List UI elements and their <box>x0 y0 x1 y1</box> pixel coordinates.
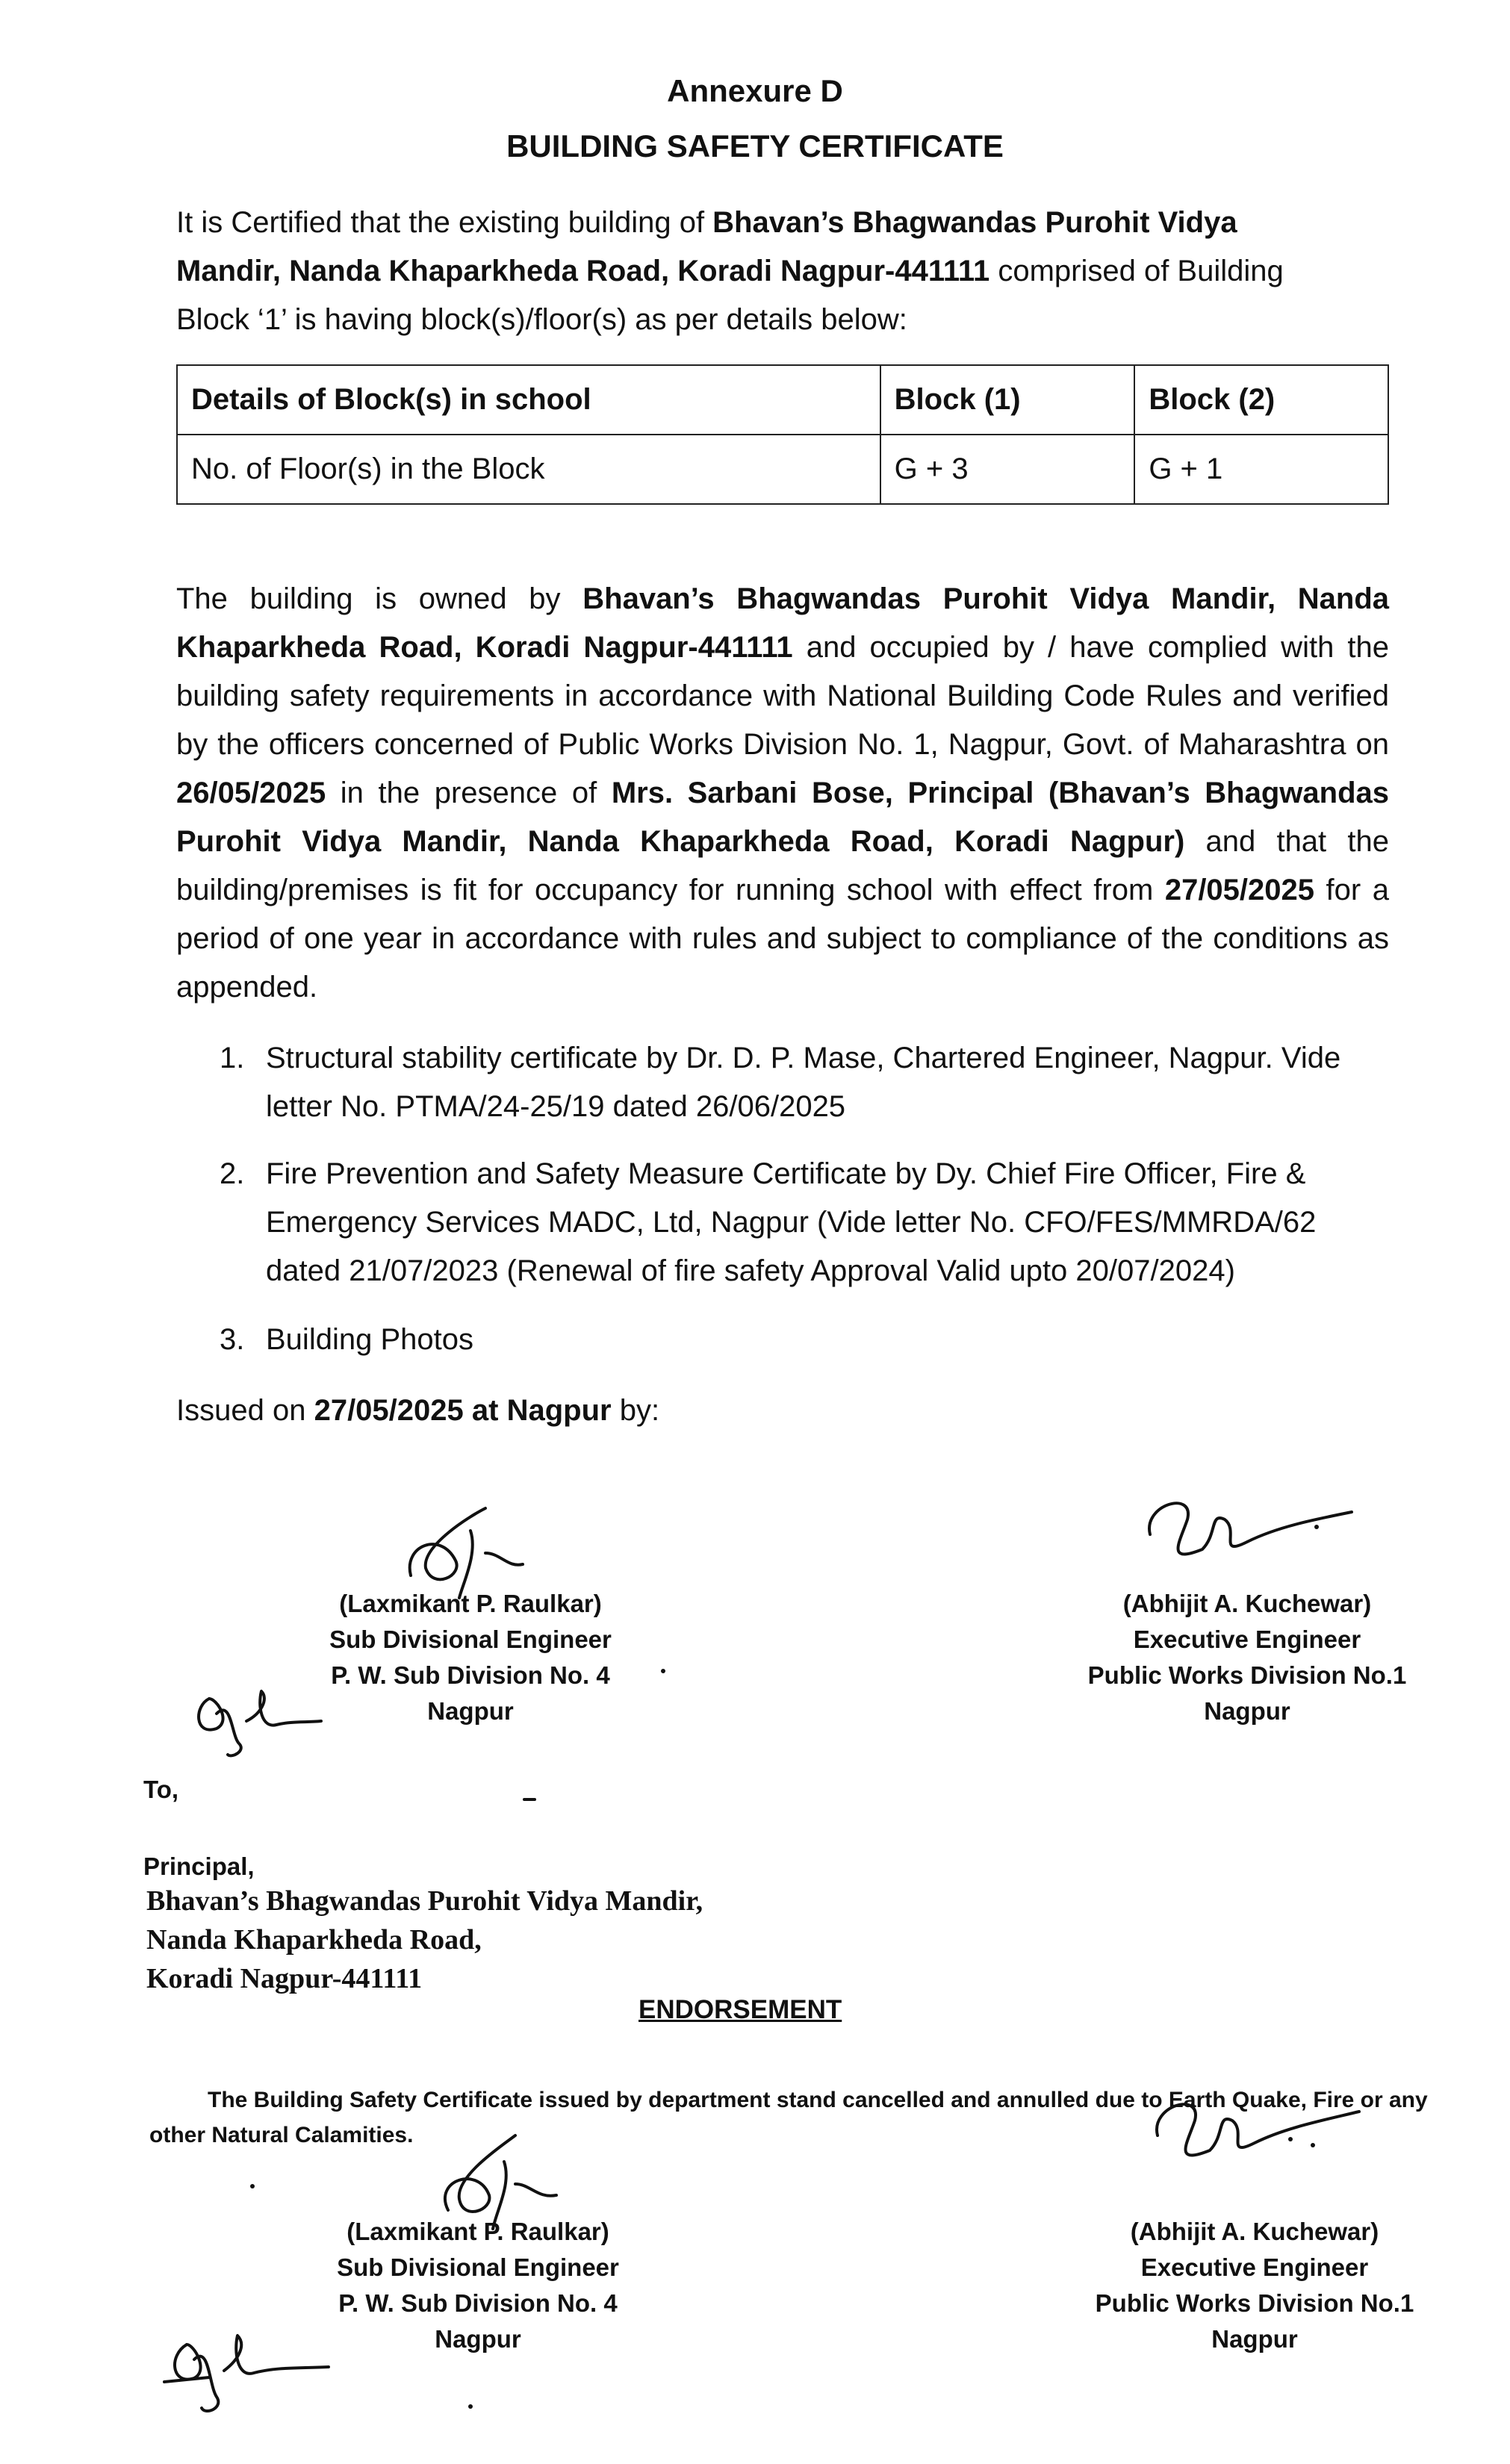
endorsement-signatory-right <box>1038 2214 1471 2357</box>
initials-mark <box>187 1669 329 1758</box>
table-cell: G + 1 <box>1134 435 1388 504</box>
signatory-designation: Executive Engineer <box>1140 2253 1369 2281</box>
table-header-cell: Block (1) <box>880 365 1135 435</box>
ink-dot <box>1311 2143 1315 2147</box>
signatory-office: P. W. Sub Division No. 4 <box>338 2289 618 2317</box>
body-text-3: in the presence of <box>326 777 612 809</box>
condition-item-1 <box>220 1034 1341 1131</box>
signatory-name: (Abhijit A. Kuchewar) <box>1130 2218 1379 2245</box>
body-principal: Mrs. Sarbani Bose, Principal (Bhavan’s Bhagwandas Purohit Vidya Mandir, Nanda Khaparkheda Road, Koradi Nagpur) <box>176 777 1390 858</box>
table-header-cell: Details of Block(s) in school <box>177 365 880 435</box>
table-cell: No. of Floor(s) in the Block <box>177 435 880 504</box>
signatory-name: (Laxmikant P. Raulkar) <box>347 2218 609 2245</box>
condition-item-3 <box>220 1316 1341 1364</box>
condition-text: Structural stability certificate by Dr. D. P. Mase, Chartered Engineer, Nagpur. Vide letter No. PTMA/24-25/19 dated 26/06/2025 <box>266 1042 1341 1123</box>
initials-mark-endorsement <box>157 2315 336 2419</box>
ink-dot <box>468 2404 473 2409</box>
signatory-designation: Sub Divisional Engineer <box>337 2253 619 2281</box>
body-owner-name: Bhavan’s Bhagwandas Purohit Vidya Mandir, Nanda Khaparkheda Road, Koradi Nagpur-441111 <box>176 582 1389 664</box>
table-header-cell: Block (2) <box>1134 365 1388 435</box>
intro-school-name: Bhavan’s Bhagwandas Purohit Vidya Mandir, Nanda Khaparkheda Road, Koradi Nagpur-441111 <box>176 206 1237 287</box>
endorsement-text-line1: The Building Safety Certificate issued by department stand cancelled and annulled due to Earth Quake, Fire or any <box>208 2088 1428 2112</box>
signatory-city: Nagpur <box>1204 1697 1290 1725</box>
ink-dot <box>1288 2137 1293 2141</box>
table-row <box>177 435 1388 504</box>
body-text-5: for a period of one year in accordance with rules and subject to compliance of the conditions as appended. <box>176 874 1389 1004</box>
intro-text-1: It is Certified that the existing building of <box>176 206 713 239</box>
signatory-left <box>276 1586 665 1729</box>
issued-line <box>176 1387 1296 1435</box>
body-text-1: The building is owned by <box>176 582 583 615</box>
issued-text-1: Issued on <box>176 1394 314 1427</box>
signature-kuchewar-endorsement <box>1143 2091 1382 2188</box>
endorsement-heading: ENDORSEMENT <box>639 1995 842 2024</box>
body-text-4: and that the building/premises is fit for occupancy for running school with effect from <box>176 825 1389 906</box>
signatory-right <box>1031 1586 1464 1729</box>
condition-number: 3. <box>220 1323 245 1356</box>
body-verify-date: 26/05/2025 <box>176 777 326 809</box>
signatory-designation: Executive Engineer <box>1133 1625 1361 1653</box>
signatory-name: (Abhijit A. Kuchewar) <box>1122 1590 1372 1617</box>
endorsement-signatory-left <box>284 2214 672 2357</box>
block-details-table <box>176 364 1389 505</box>
intro-paragraph <box>176 199 1341 344</box>
certificate-title: BUILDING SAFETY CERTIFICATE <box>506 128 1004 164</box>
ink-dash <box>523 1798 536 1801</box>
annexure-label: Annexure D <box>667 73 843 108</box>
body-paragraph <box>176 575 1389 1012</box>
signatory-office: Public Works Division No.1 <box>1087 1661 1407 1689</box>
recipient-title: Principal, <box>143 1852 255 1880</box>
intro-text-2: comprised of Building Block ‘1’ is having block(s)/floor(s) as per details below: <box>176 255 1284 336</box>
condition-text: Building Photos <box>266 1323 473 1356</box>
to-label: To, <box>143 1776 179 1803</box>
condition-number: 2. <box>220 1157 245 1190</box>
signatory-city: Nagpur <box>435 2325 521 2353</box>
signatory-city: Nagpur <box>1211 2325 1298 2353</box>
signatory-office: Public Works Division No.1 <box>1095 2289 1414 2317</box>
ink-dot <box>1314 1525 1319 1529</box>
condition-item-2 <box>220 1150 1341 1295</box>
signatory-name: (Laxmikant P. Raulkar) <box>339 1590 602 1617</box>
signatory-office: P. W. Sub Division No. 4 <box>331 1661 610 1689</box>
condition-number: 1. <box>220 1042 245 1074</box>
issued-text-2: by: <box>611 1394 660 1427</box>
body-text-2: and occupied by / have complied with the building safety requirements in accordance with National Building Code Rules and verified by the officers concerned of Public Works Division No. 1, Nagpur, Govt. of Maharashtra on <box>176 631 1389 761</box>
body-effect-date: 27/05/2025 <box>1164 874 1315 906</box>
address-line: Bhavan’s Bhagwandas Purohit Vidya Mandir, <box>146 1885 703 1917</box>
table-header-row <box>177 365 1388 435</box>
signatory-city: Nagpur <box>427 1697 514 1725</box>
condition-text: Fire Prevention and Safety Measure Certificate by Dy. Chief Fire Officer, Fire & Emergency Services MADC, Ltd, Nagpur (Vide letter No. CFO/FES/MMRDA/62 dated 21/07/2023 (Renewal of fire safety Approval Valid upto 20/07/2024) <box>266 1157 1317 1287</box>
signature-kuchewar <box>1135 1490 1374 1579</box>
signatory-designation: Sub Divisional Engineer <box>329 1625 612 1653</box>
endorsement-text-line2: other Natural Calamities. <box>149 2123 414 2147</box>
ink-dot <box>661 1669 665 1673</box>
recipient-address <box>146 1882 893 1998</box>
address-line: Koradi Nagpur-441111 <box>146 1963 423 1994</box>
ink-dot <box>250 2184 255 2188</box>
issued-date-place: 27/05/2025 at Nagpur <box>314 1394 612 1427</box>
address-line: Nanda Khaparkheda Road, <box>146 1924 482 1956</box>
table-cell: G + 3 <box>880 435 1135 504</box>
